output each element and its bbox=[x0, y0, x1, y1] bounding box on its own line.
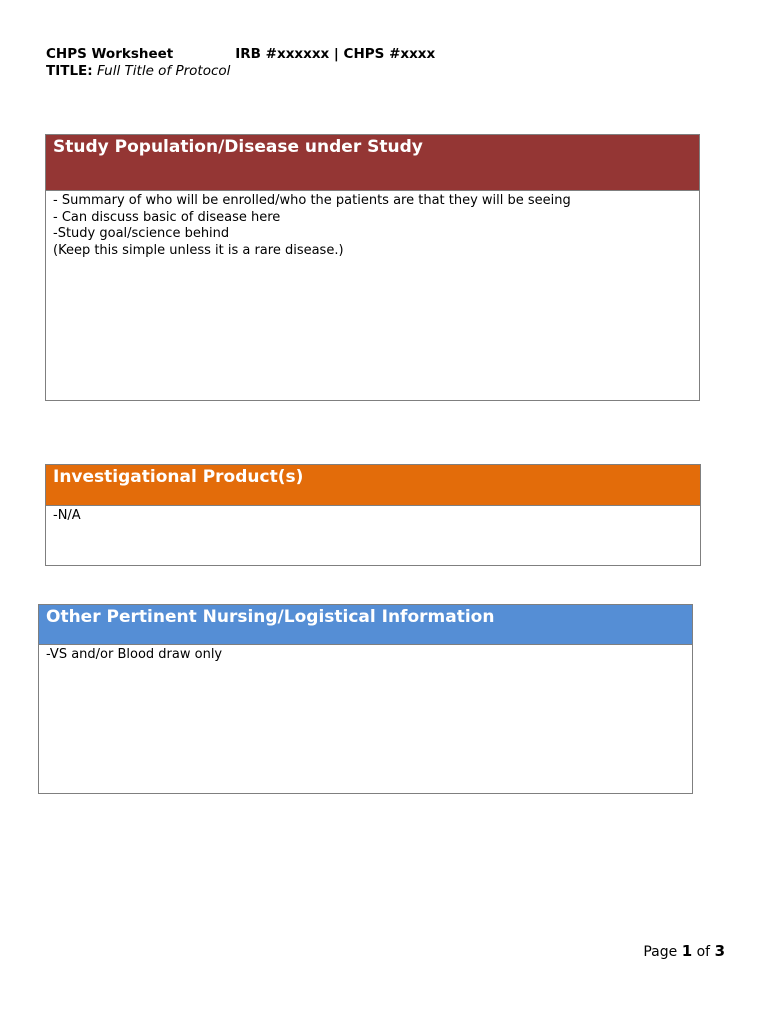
worksheet-name: CHPS Worksheet bbox=[46, 46, 174, 62]
current-page: 1 bbox=[681, 942, 693, 960]
title-label: TITLE: bbox=[46, 63, 93, 79]
page-number bbox=[643, 942, 725, 961]
section-body: -VS and/or Blood draw only bbox=[46, 647, 223, 662]
section-body: - Summary of who will be enrolled/who the patients are that they will be seeing - Can discuss basic of disease here -Study goal/science behind (Keep this simple unless it is a rare disease.) bbox=[53, 193, 571, 258]
document-header bbox=[46, 46, 435, 80]
protocol-title: Full Title of Protocol bbox=[96, 63, 231, 79]
section-body: -N/A bbox=[53, 508, 81, 523]
of-word: of bbox=[696, 944, 711, 960]
study-population-section bbox=[45, 134, 700, 401]
total-pages: 3 bbox=[714, 942, 725, 960]
section-heading: Other Pertinent Nursing/Logistical Information bbox=[39, 605, 692, 645]
nursing-logistics-section bbox=[38, 604, 693, 794]
section-heading: Investigational Product(s) bbox=[46, 465, 700, 506]
protocol-ids: IRB #xxxxxx | CHPS #xxxx bbox=[235, 46, 436, 62]
page-word: Page bbox=[643, 944, 678, 960]
section-heading: Study Population/Disease under Study bbox=[46, 135, 699, 191]
investigational-product-section bbox=[45, 464, 701, 566]
